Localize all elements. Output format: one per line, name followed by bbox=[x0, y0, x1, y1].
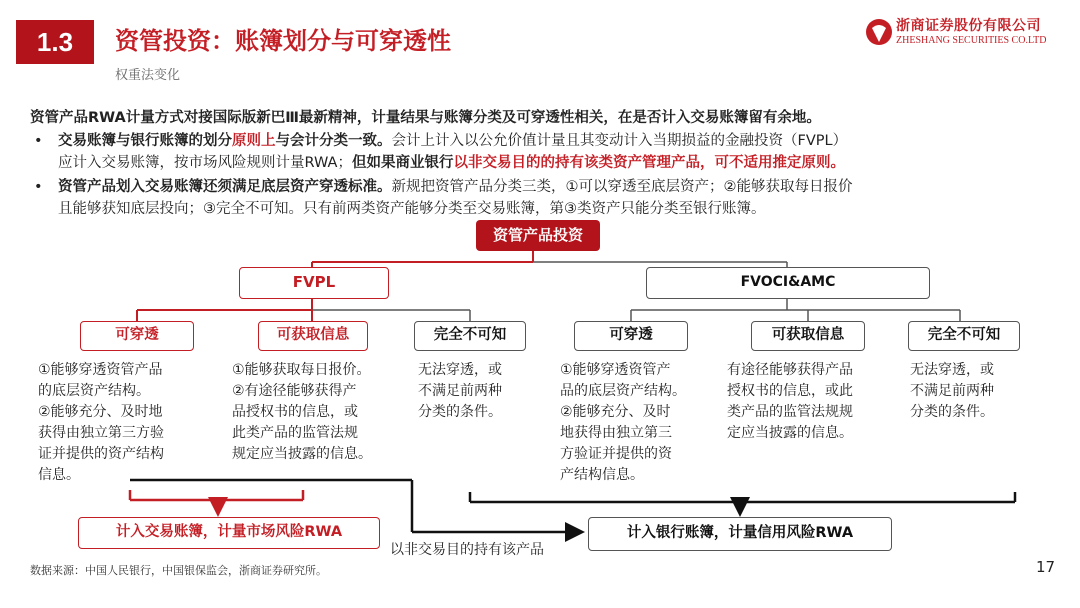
node-fvpl-penetrable: 可穿透 bbox=[80, 321, 194, 351]
node-fvpl: FVPL bbox=[239, 267, 389, 299]
bullet-dot-2: • bbox=[34, 179, 43, 195]
node-fvpl-info-available: 可获取信息 bbox=[258, 321, 368, 351]
node-fvoci-amc: FVOCI&AMC bbox=[646, 267, 930, 299]
page-subtitle: 权重法变化 bbox=[115, 68, 181, 83]
bullet-1-line-1: 交易账簿与银行账簿的划分原则上与会计分类一致。会计上计入以公允价值计量且其变动计入当期损益的金融投资（FVPL） bbox=[58, 133, 848, 149]
desc-fvpl-info-available: ①能够获取每日报价。 ②有途径能够获得产 品授权书的信息，或 此类产品的监管法规 规定应当披露的信息。 bbox=[232, 362, 372, 462]
bullet-dot-1: • bbox=[34, 133, 43, 149]
desc-fvoci-penetrable: ①能够穿透资管产 品的底层资产结构。 ②能够充分、及时 地获得由独立第三 方验证并提供的资 产结构信息。 bbox=[560, 362, 686, 483]
desc-fvoci-unknown: 无法穿透，或 不满足前两种 分类的条件。 bbox=[910, 362, 994, 420]
bullet-2-line-1: 资管产品划入交易账簿还须满足底层资产穿透标准。新规把资管产品分类三类，①可以穿透至底层资产；②能够获取每日报价 bbox=[58, 179, 853, 195]
outcome-banking-book: 计入银行账簿，计量信用风险RWA bbox=[588, 517, 892, 551]
bullet-2-line-2: 且能够获知底层投向；③完全不可知。只有前两类资产能够分类至交易账簿，第③类资产只能分类至银行账簿。 bbox=[58, 201, 766, 217]
node-fvoci-unknown: 完全不可知 bbox=[908, 321, 1020, 351]
arrow-note-non-trading-purpose: 以非交易目的持有该产品 bbox=[390, 542, 544, 558]
intro-lead: 资管产品RWA计量方式对接国际版新巴Ⅲ最新精神，计量结果与账簿分类及可穿透性相关，在是否计入交易账簿留有余地。 bbox=[30, 110, 821, 126]
root-node-asset-mgmt-investment: 资管产品投资 bbox=[476, 220, 600, 251]
node-fvoci-penetrable: 可穿透 bbox=[574, 321, 688, 351]
logo-company-name-en: ZHESHANG SECURITIES CO.LTD bbox=[896, 35, 1047, 46]
node-fvpl-unknown: 完全不可知 bbox=[414, 321, 526, 351]
page-title: 资管投资：账簿划分与可穿透性 bbox=[115, 27, 451, 55]
node-fvoci-info-available: 可获取信息 bbox=[751, 321, 865, 351]
desc-fvoci-info-available: 有途径能够获得产品 授权书的信息，或此 类产品的监管法规规 定应当披露的信息。 bbox=[727, 362, 853, 441]
logo-company-name: 浙商证券股份有限公司 bbox=[896, 18, 1041, 34]
bullet-1-line-2: 应计入交易账簿，按市场风险规则计量RWA；但如果商业银行以非交易目的的持有该类资产管理产品，可不适用推定原则。 bbox=[58, 155, 845, 171]
data-source: 数据来源：中国人民银行，中国银保监会，浙商证券研究所。 bbox=[30, 564, 327, 577]
section-number: 1.3 bbox=[16, 20, 94, 64]
outcome-trading-book: 计入交易账簿，计量市场风险RWA bbox=[78, 517, 380, 549]
page-number: 17 bbox=[1036, 558, 1056, 576]
desc-fvpl-penetrable: ①能够穿透资管产品 的底层资产结构。 ②能够充分、及时地 获得由独立第三方验 证并提供的资产结构 信息。 bbox=[38, 362, 164, 483]
desc-fvpl-unknown: 无法穿透，或 不满足前两种 分类的条件。 bbox=[418, 362, 502, 420]
